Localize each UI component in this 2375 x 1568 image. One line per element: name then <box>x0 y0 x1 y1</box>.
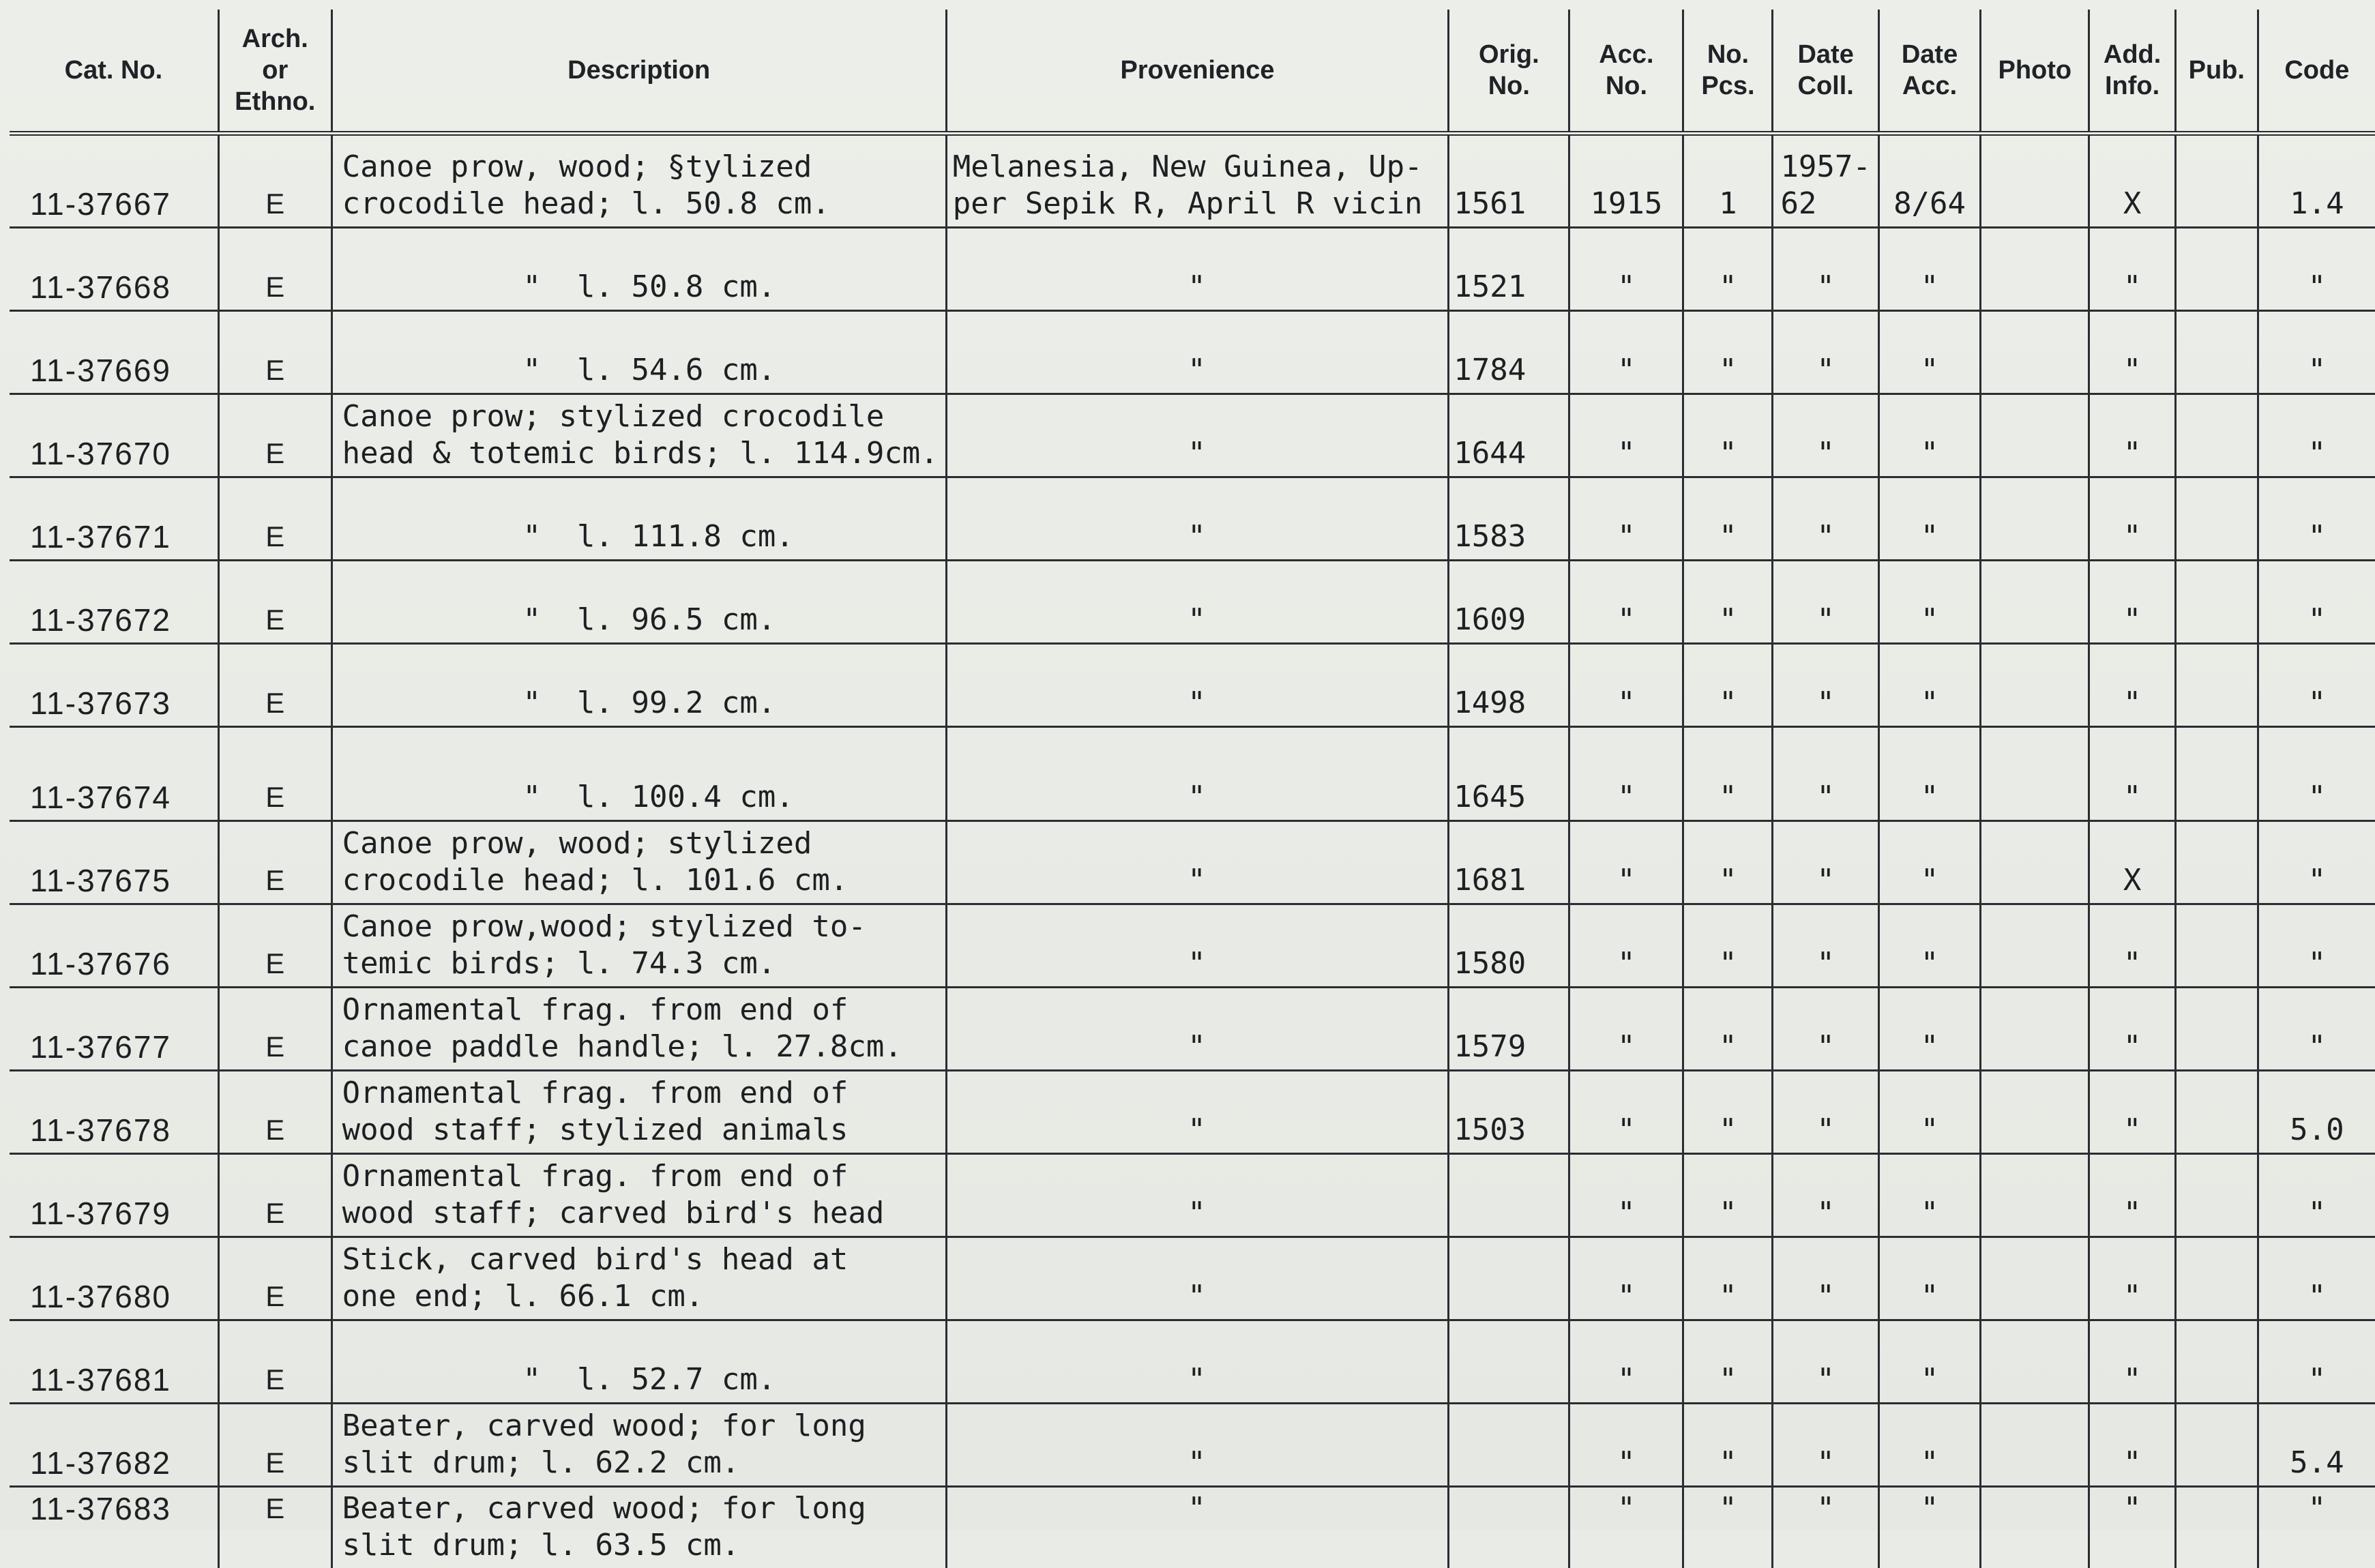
add-info-cell: " <box>2089 644 2175 727</box>
date-acc-cell: " <box>1878 228 1980 311</box>
add-info-cell: " <box>2089 228 2175 311</box>
code-cell: 5.4 <box>2258 1404 2375 1487</box>
pub-cell <box>2175 561 2258 644</box>
acc-no-cell: " <box>1569 1320 1683 1404</box>
orig-no-cell: 1609 <box>1449 561 1569 644</box>
add-info-cell: " <box>2089 1154 2175 1237</box>
pub-cell <box>2175 1487 2258 1568</box>
photo-cell <box>1981 228 2089 311</box>
code-cell: " <box>2258 1154 2375 1237</box>
photo-cell <box>1981 1237 2089 1320</box>
photo-cell <box>1981 644 2089 727</box>
acc-no-cell: " <box>1569 394 1683 477</box>
cat-no-cell: 11-37683 <box>10 1487 218 1568</box>
description-cell: Stick, carved bird's head at one end; l. 66.1 cm. <box>331 1237 946 1320</box>
orig-no-cell: 1503 <box>1449 1071 1569 1154</box>
cat-no-cell: 11-37673 <box>10 644 218 727</box>
description-cell: " l. 100.4 cm. <box>331 727 946 821</box>
orig-no-cell <box>1449 1237 1569 1320</box>
orig-no-cell: 1644 <box>1449 394 1569 477</box>
pub-cell <box>2175 311 2258 394</box>
acc-no-cell: " <box>1569 1071 1683 1154</box>
no-pcs-cell: " <box>1683 477 1773 561</box>
acc-no-cell: " <box>1569 311 1683 394</box>
no-pcs-cell: " <box>1683 988 1773 1071</box>
date-acc-cell: " <box>1878 727 1980 821</box>
pub-cell <box>2175 394 2258 477</box>
code-cell: " <box>2258 311 2375 394</box>
orig-no-cell: 1645 <box>1449 727 1569 821</box>
table-row <box>10 134 2375 228</box>
arch-ethno-cell: E <box>218 1320 331 1404</box>
provenience-cell: " <box>946 988 1448 1071</box>
orig-no-cell: 1561 <box>1449 134 1569 228</box>
cat-no-cell: 11-37680 <box>10 1237 218 1320</box>
add-info-cell: " <box>2089 1487 2175 1568</box>
acc-no-cell: " <box>1569 821 1683 904</box>
date-coll-cell: " <box>1773 1071 1878 1154</box>
no-pcs-cell: " <box>1683 644 1773 727</box>
date-acc-cell: " <box>1878 561 1980 644</box>
catalog-table <box>10 10 2375 1568</box>
arch-ethno-cell: E <box>218 311 331 394</box>
orig-no-cell: 1583 <box>1449 477 1569 561</box>
provenience-cell: Melanesia, New Guinea, Up- per Sepik R, April R vicin <box>946 134 1448 228</box>
pub-cell <box>2175 727 2258 821</box>
description-cell: " l. 52.7 cm. <box>331 1320 946 1404</box>
no-pcs-cell: " <box>1683 1404 1773 1487</box>
description-cell: Ornamental frag. from end of wood staff; stylized animals <box>331 1071 946 1154</box>
cat-no-cell: 11-37682 <box>10 1404 218 1487</box>
orig-no-cell <box>1449 1487 1569 1568</box>
code-cell: " <box>2258 904 2375 988</box>
date-coll-cell: " <box>1773 561 1878 644</box>
header-add-info: Add. Info. <box>2089 10 2175 134</box>
date-acc-cell: " <box>1878 1320 1980 1404</box>
cat-no-cell: 11-37670 <box>10 394 218 477</box>
no-pcs-cell: " <box>1683 1320 1773 1404</box>
acc-no-cell: " <box>1569 988 1683 1071</box>
no-pcs-cell: " <box>1683 228 1773 311</box>
orig-no-cell: 1521 <box>1449 228 1569 311</box>
acc-no-cell: " <box>1569 1154 1683 1237</box>
no-pcs-cell: " <box>1683 561 1773 644</box>
code-cell: " <box>2258 644 2375 727</box>
provenience-cell: " <box>946 1237 1448 1320</box>
add-info-cell: " <box>2089 1404 2175 1487</box>
table-row <box>10 561 2375 644</box>
table-row <box>10 644 2375 727</box>
no-pcs-cell: " <box>1683 394 1773 477</box>
date-acc-cell: " <box>1878 1237 1980 1320</box>
add-info-cell: " <box>2089 727 2175 821</box>
arch-ethno-cell: E <box>218 727 331 821</box>
pub-cell <box>2175 988 2258 1071</box>
table-row <box>10 1237 2375 1320</box>
arch-ethno-cell: E <box>218 134 331 228</box>
description-cell: Ornamental frag. from end of wood staff; carved bird's head <box>331 1154 946 1237</box>
date-coll-cell: " <box>1773 1487 1878 1568</box>
table-row <box>10 1487 2375 1568</box>
table-row <box>10 1320 2375 1404</box>
add-info-cell: " <box>2089 1320 2175 1404</box>
description-cell: Canoe prow; stylized crocodile head & totemic birds; l. 114.9cm. <box>331 394 946 477</box>
table-row <box>10 228 2375 311</box>
photo-cell <box>1981 1320 2089 1404</box>
date-coll-cell: " <box>1773 394 1878 477</box>
header-code: Code <box>2258 10 2375 134</box>
header-description: Description <box>331 10 946 134</box>
pub-cell <box>2175 904 2258 988</box>
photo-cell <box>1981 311 2089 394</box>
arch-ethno-cell: E <box>218 1237 331 1320</box>
provenience-cell: " <box>946 394 1448 477</box>
provenience-cell: " <box>946 1320 1448 1404</box>
photo-cell <box>1981 394 2089 477</box>
code-cell: " <box>2258 727 2375 821</box>
provenience-cell: " <box>946 1154 1448 1237</box>
code-cell: " <box>2258 1487 2375 1568</box>
no-pcs-cell: " <box>1683 311 1773 394</box>
code-cell: " <box>2258 1320 2375 1404</box>
cat-no-cell: 11-37671 <box>10 477 218 561</box>
orig-no-cell: 1681 <box>1449 821 1569 904</box>
code-cell: " <box>2258 477 2375 561</box>
header-provenience: Provenience <box>946 10 1448 134</box>
cat-no-cell: 11-37678 <box>10 1071 218 1154</box>
cat-no-cell: 11-37669 <box>10 311 218 394</box>
date-acc-cell: " <box>1878 644 1980 727</box>
arch-ethno-cell: E <box>218 1071 331 1154</box>
provenience-cell: " <box>946 727 1448 821</box>
acc-no-cell: " <box>1569 1237 1683 1320</box>
pub-cell <box>2175 477 2258 561</box>
acc-no-cell: " <box>1569 1487 1683 1568</box>
acc-no-cell: " <box>1569 904 1683 988</box>
table-row <box>10 1071 2375 1154</box>
date-acc-cell: " <box>1878 394 1980 477</box>
no-pcs-cell: " <box>1683 1071 1773 1154</box>
description-cell: " l. 96.5 cm. <box>331 561 946 644</box>
date-coll-cell: " <box>1773 1404 1878 1487</box>
no-pcs-cell: " <box>1683 821 1773 904</box>
cat-no-cell: 11-37668 <box>10 228 218 311</box>
table-body <box>10 134 2375 1568</box>
provenience-cell: " <box>946 561 1448 644</box>
table-row <box>10 988 2375 1071</box>
orig-no-cell <box>1449 1320 1569 1404</box>
arch-ethno-cell: E <box>218 988 331 1071</box>
cat-no-cell: 11-37675 <box>10 821 218 904</box>
add-info-cell: " <box>2089 988 2175 1071</box>
header-orig-no: Orig. No. <box>1449 10 1569 134</box>
date-coll-cell: " <box>1773 821 1878 904</box>
add-info-cell: " <box>2089 394 2175 477</box>
date-coll-cell: " <box>1773 1237 1878 1320</box>
table-row <box>10 394 2375 477</box>
pub-cell <box>2175 134 2258 228</box>
provenience-cell: " <box>946 311 1448 394</box>
header-date-acc: Date Acc. <box>1878 10 1980 134</box>
description-cell: Canoe prow,wood; stylized to- temic birds; l. 74.3 cm. <box>331 904 946 988</box>
header-acc-no: Acc. No. <box>1569 10 1683 134</box>
table-row <box>10 821 2375 904</box>
date-coll-cell: " <box>1773 311 1878 394</box>
description-cell: Canoe prow, wood; §tylized crocodile head; l. 50.8 cm. <box>331 134 946 228</box>
provenience-cell: " <box>946 1404 1448 1487</box>
date-coll-cell: " <box>1773 904 1878 988</box>
acc-no-cell: " <box>1569 561 1683 644</box>
photo-cell <box>1981 477 2089 561</box>
header-photo: Photo <box>1981 10 2089 134</box>
date-coll-cell: " <box>1773 477 1878 561</box>
table-row <box>10 477 2375 561</box>
date-acc-cell: 8/64 <box>1878 134 1980 228</box>
description-cell: " l. 54.6 cm. <box>331 311 946 394</box>
table-row <box>10 904 2375 988</box>
date-coll-cell: " <box>1773 644 1878 727</box>
description-cell: Beater, carved wood; for long slit drum; l. 63.5 cm. <box>331 1487 946 1568</box>
add-info-cell: " <box>2089 561 2175 644</box>
add-info-cell: " <box>2089 904 2175 988</box>
photo-cell <box>1981 1404 2089 1487</box>
description-cell: Canoe prow, wood; stylized crocodile head; l. 101.6 cm. <box>331 821 946 904</box>
photo-cell <box>1981 1487 2089 1568</box>
header-cat-no: Cat. No. <box>10 10 218 134</box>
arch-ethno-cell: E <box>218 561 331 644</box>
header-date-coll: Date Coll. <box>1773 10 1878 134</box>
arch-ethno-cell: E <box>218 1154 331 1237</box>
date-coll-cell: " <box>1773 988 1878 1071</box>
acc-no-cell: " <box>1569 477 1683 561</box>
code-cell: " <box>2258 228 2375 311</box>
table-row <box>10 1154 2375 1237</box>
orig-no-cell: 1498 <box>1449 644 1569 727</box>
code-cell: 5.0 <box>2258 1071 2375 1154</box>
arch-ethno-cell: E <box>218 1487 331 1568</box>
date-acc-cell: " <box>1878 1487 1980 1568</box>
cat-no-cell: 11-37672 <box>10 561 218 644</box>
provenience-cell: " <box>946 1071 1448 1154</box>
pub-cell <box>2175 1320 2258 1404</box>
date-acc-cell: " <box>1878 311 1980 394</box>
orig-no-cell <box>1449 1154 1569 1237</box>
date-coll-cell: " <box>1773 1320 1878 1404</box>
provenience-cell: " <box>946 644 1448 727</box>
no-pcs-cell: " <box>1683 727 1773 821</box>
arch-ethno-cell: E <box>218 904 331 988</box>
photo-cell <box>1981 988 2089 1071</box>
add-info-cell: " <box>2089 311 2175 394</box>
provenience-cell: " <box>946 477 1448 561</box>
date-coll-cell: " <box>1773 228 1878 311</box>
code-cell: " <box>2258 821 2375 904</box>
provenience-cell: " <box>946 228 1448 311</box>
arch-ethno-cell: E <box>218 821 331 904</box>
code-cell: " <box>2258 988 2375 1071</box>
provenience-cell: " <box>946 904 1448 988</box>
provenience-cell: " <box>946 1487 1448 1568</box>
add-info-cell: " <box>2089 1071 2175 1154</box>
photo-cell <box>1981 904 2089 988</box>
date-acc-cell: " <box>1878 1404 1980 1487</box>
description-cell: Beater, carved wood; for long slit drum; l. 62.2 cm. <box>331 1404 946 1487</box>
acc-no-cell: 1915 <box>1569 134 1683 228</box>
pub-cell <box>2175 821 2258 904</box>
date-acc-cell: " <box>1878 904 1980 988</box>
header-arch-ethno: Arch. or Ethno. <box>218 10 331 134</box>
description-cell: " l. 111.8 cm. <box>331 477 946 561</box>
orig-no-cell: 1784 <box>1449 311 1569 394</box>
arch-ethno-cell: E <box>218 228 331 311</box>
photo-cell <box>1981 134 2089 228</box>
add-info-cell: X <box>2089 821 2175 904</box>
date-acc-cell: " <box>1878 477 1980 561</box>
acc-no-cell: " <box>1569 727 1683 821</box>
date-coll-cell: " <box>1773 1154 1878 1237</box>
photo-cell <box>1981 1071 2089 1154</box>
header-row <box>10 10 2375 134</box>
date-acc-cell: " <box>1878 988 1980 1071</box>
arch-ethno-cell: E <box>218 1404 331 1487</box>
pub-cell <box>2175 1154 2258 1237</box>
code-cell: 1.4 <box>2258 134 2375 228</box>
description-cell: " l. 99.2 cm. <box>331 644 946 727</box>
pub-cell <box>2175 1404 2258 1487</box>
add-info-cell: X <box>2089 134 2175 228</box>
date-acc-cell: " <box>1878 821 1980 904</box>
photo-cell <box>1981 821 2089 904</box>
cat-no-cell: 11-37674 <box>10 727 218 821</box>
date-coll-cell: 1957- 62 <box>1773 134 1878 228</box>
arch-ethno-cell: E <box>218 394 331 477</box>
cat-no-cell: 11-37681 <box>10 1320 218 1404</box>
arch-ethno-cell: E <box>218 477 331 561</box>
code-cell: " <box>2258 561 2375 644</box>
add-info-cell: " <box>2089 477 2175 561</box>
arch-ethno-cell: E <box>218 644 331 727</box>
code-cell: " <box>2258 1237 2375 1320</box>
header-no-pcs: No. Pcs. <box>1683 10 1773 134</box>
no-pcs-cell: " <box>1683 1237 1773 1320</box>
pub-cell <box>2175 228 2258 311</box>
orig-no-cell <box>1449 1404 1569 1487</box>
cat-no-cell: 11-37679 <box>10 1154 218 1237</box>
table-row <box>10 1404 2375 1487</box>
date-acc-cell: " <box>1878 1071 1980 1154</box>
cat-no-cell: 11-37677 <box>10 988 218 1071</box>
cat-no-cell: 11-37676 <box>10 904 218 988</box>
acc-no-cell: " <box>1569 228 1683 311</box>
no-pcs-cell: 1 <box>1683 134 1773 228</box>
cat-no-cell: 11-37667 <box>10 134 218 228</box>
table-row <box>10 727 2375 821</box>
no-pcs-cell: " <box>1683 1154 1773 1237</box>
no-pcs-cell: " <box>1683 904 1773 988</box>
code-cell: " <box>2258 394 2375 477</box>
no-pcs-cell: " <box>1683 1487 1773 1568</box>
photo-cell <box>1981 1154 2089 1237</box>
date-acc-cell: " <box>1878 1154 1980 1237</box>
pub-cell <box>2175 1071 2258 1154</box>
photo-cell <box>1981 727 2089 821</box>
description-cell: " l. 50.8 cm. <box>331 228 946 311</box>
table-row <box>10 311 2375 394</box>
description-cell: Ornamental frag. from end of canoe paddle handle; l. 27.8cm. <box>331 988 946 1071</box>
pub-cell <box>2175 644 2258 727</box>
date-coll-cell: " <box>1773 727 1878 821</box>
provenience-cell: " <box>946 821 1448 904</box>
pub-cell <box>2175 1237 2258 1320</box>
header-pub: Pub. <box>2175 10 2258 134</box>
acc-no-cell: " <box>1569 644 1683 727</box>
orig-no-cell: 1580 <box>1449 904 1569 988</box>
acc-no-cell: " <box>1569 1404 1683 1487</box>
photo-cell <box>1981 561 2089 644</box>
add-info-cell: " <box>2089 1237 2175 1320</box>
orig-no-cell: 1579 <box>1449 988 1569 1071</box>
